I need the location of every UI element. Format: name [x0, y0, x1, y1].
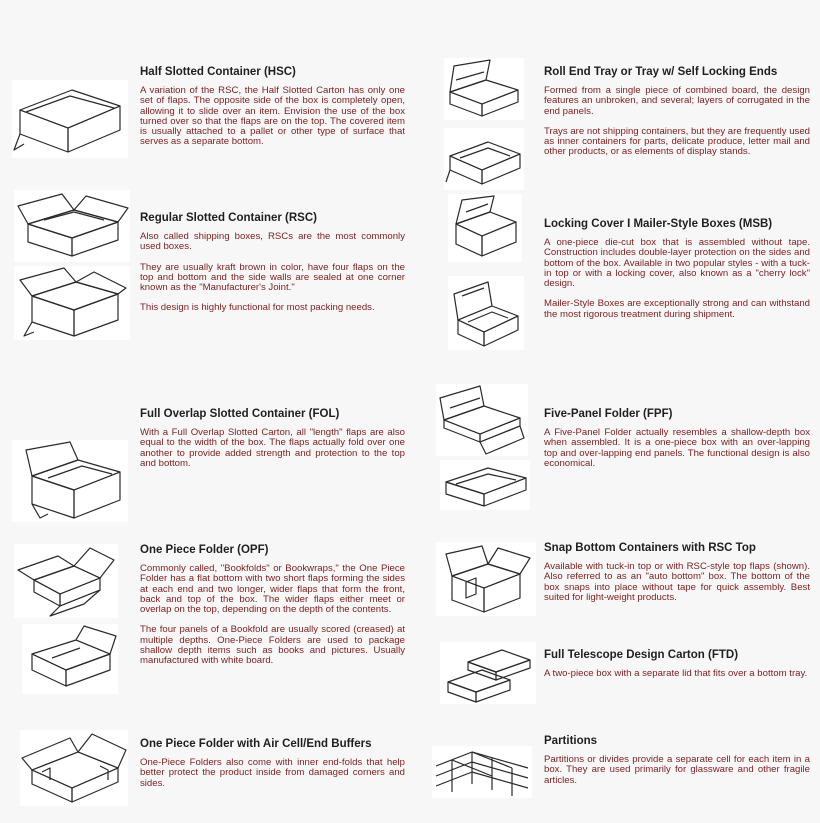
section-snap-bottom	[544, 542, 810, 613]
five-panel-folder-open-illustration	[436, 384, 528, 456]
section-paragraph: Also called shipping boxes, RSCs are the most commonly used boxes.	[140, 231, 405, 253]
telescope-box-illustration	[440, 642, 536, 704]
partition-grid-illustration	[432, 746, 532, 798]
five-panel-folder-closed-illustration	[440, 460, 530, 510]
section-title: Full Telescope Design Carton (FTD)	[544, 649, 739, 661]
section-paragraph: Mailer-Style Boxes are exceptionally strong and can withstand the most rigorous treatment during shipment.	[544, 298, 810, 320]
section-paragraph: Partitions or divides provide a separate cell for each item in a box. They are used primarily for glassware and other fragile articles.	[544, 754, 810, 786]
one-piece-folder-air-cell-illustration	[20, 730, 128, 806]
section-partitions	[544, 735, 810, 796]
section-rsc	[140, 212, 405, 324]
section-title: Locking Cover I Mailer-Style Boxes (MSB)	[544, 218, 773, 230]
section-msb	[544, 218, 810, 330]
section-title: Five-Panel Folder (FPF)	[544, 408, 673, 420]
section-paragraph: A Five-Panel Folder actually resembles a shallow-depth box when assembled. It is a one-piece box with an over-lapping top and over-lapping end panels. The functional design is also economical.	[544, 427, 810, 469]
section-paragraph: They are usually kraft brown in color, have four flaps on the top and bottom and the side walls are sealed at one corner known as the "Manufacturer's Joint."	[140, 261, 405, 294]
section-title: Snap Bottom Containers with RSC Top	[544, 542, 756, 554]
section-title: Roll End Tray or Tray w/ Self Locking Ends	[544, 66, 778, 78]
section-title: One Piece Folder (OPF)	[140, 544, 269, 556]
section-fol	[140, 408, 405, 479]
snap-bottom-box-illustration	[436, 542, 536, 616]
section-title: Partitions	[544, 735, 598, 747]
section-title: Full Overlap Slotted Container (FOL)	[140, 408, 340, 420]
section-paragraph: Commonly called, "Bookfolds" or Bookwraps," the One Piece Folder has a flat bottom with two short flaps forming the sides at each end and two longer, wider flaps that form the front, back and top of the box. The wider flaps either meet or overlap on the top, depending on the depth of the contents.	[140, 563, 405, 616]
section-title: One Piece Folder with Air Cell/End Buffers	[140, 738, 372, 750]
section-paragraph: With a Full Overlap Slotted Carton, all "length" flaps are also equal to the width of the box. The flaps actually fold over one another to provide added strength and protection to the top and bottom.	[140, 427, 405, 469]
one-piece-folder-flat-illustration	[14, 544, 118, 618]
section-title: Regular Slotted Container (RSC)	[140, 212, 317, 224]
half-slotted-box-illustration	[12, 80, 128, 158]
full-overlap-box-illustration	[12, 440, 128, 522]
section-paragraph: Formed from a single piece of combined board, the design features an unbroken, and several; layers of corrugated in the end panels.	[544, 85, 810, 117]
section-opf-air-cell	[140, 738, 405, 799]
section-paragraph: One-Piece Folders also come with inner end-folds that help better protect the product inside from damaged corners and sides.	[140, 757, 405, 789]
section-ftd	[544, 649, 810, 689]
one-piece-folder-assembled-illustration	[22, 624, 118, 694]
section-opf	[140, 544, 405, 677]
regular-slotted-box-open-illustration	[14, 190, 130, 262]
section-paragraph: A variation of the RSC, the Half Slotted Carton has only one set of flaps. The opposite side of the box is completely open, allowing it to slide over an item. Envision the use of the box turned over so that the flaps are on the top. The covered item is usually attached to a pallet or other type of surface that serves as a separate bottom.	[140, 85, 405, 148]
section-paragraph: Trays are not shipping containers, but they are frequently used as inner containers for parts, delicate produce, letter mail and other products, or as elements of display stands.	[544, 125, 810, 158]
section-paragraph: The four panels of a Bookfold are usually scored (creased) at multiple depths. One-Piece Folders are used to package shallow depth items such as books and pictures. Usually manufactured with white board.	[140, 624, 405, 667]
section-fpf	[544, 408, 810, 479]
mailer-box-closed-illustration	[448, 194, 522, 262]
section-roll-end-tray	[544, 66, 810, 168]
section-paragraph: A one-piece die-cut box that is assembled without tape. Construction includes double-layer protection on the sides and bottom of the box. Available in two popular styles - with a tuck-in top or with a locking cover, also known as a "cherry lock" design.	[544, 237, 810, 290]
roll-end-tray-folded-illustration	[444, 128, 524, 190]
regular-slotted-box-flaps-illustration	[14, 266, 130, 340]
section-hsc	[140, 66, 405, 158]
section-paragraph: Available with tuck-in top or with RSC-style top flaps (shown). Also referred to as an "auto bottom" box. The bottom of the box snaps into place without tape for quick assembly. Best suited for light-weight products.	[544, 561, 810, 603]
section-paragraph: This design is highly functional for most packing needs.	[140, 302, 375, 314]
section-paragraph: A two-piece box with a separate lid that fits over a bottom tray.	[544, 668, 808, 679]
mailer-box-open-illustration	[448, 276, 524, 350]
roll-end-tray-open-illustration	[444, 58, 524, 120]
section-title: Half Slotted Container (HSC)	[140, 66, 296, 78]
